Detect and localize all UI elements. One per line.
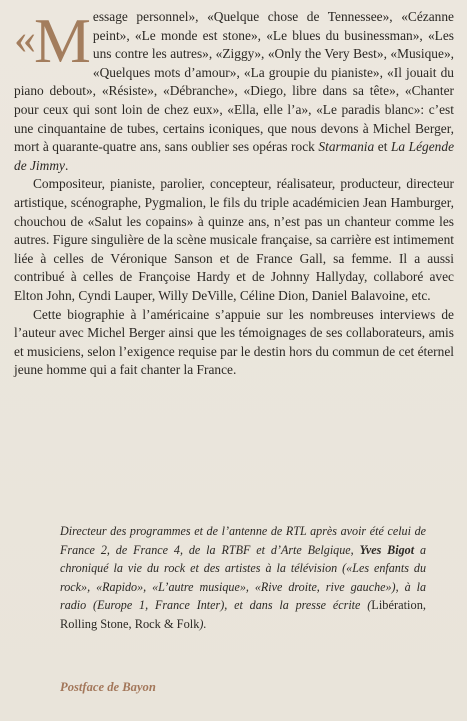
- author-bio: [60, 522, 426, 634]
- drop-cap: [14, 5, 91, 76]
- title-starmania: Starmania: [318, 139, 375, 155]
- blurb-paragraph-1: [14, 5, 455, 175]
- drop-cap-letter: M: [34, 5, 91, 76]
- title-legende-de-jimmy: La Légende de Jimmy: [14, 139, 455, 173]
- period: .: [64, 157, 69, 173]
- author-bio-end: ).: [199, 616, 207, 631]
- press-titles: Libération, Rolling Stone, Rock & Folk: [60, 598, 426, 631]
- author-bio-intro: Directeur des programmes et de l’antenne de RTL après avoir été celui de France 2, de France 4, de la RTBF et d’Arte Belgique,: [60, 524, 426, 557]
- blurb-paragraph-2: Compositeur, pianiste, parolier, concepteur, réalisateur, producteur, directeur artistique, scénographe, Pygmalion, le fils du triple académicien Jean Hamburger, chouchou de «Salut les copains» à quinze ans, n’est pas un chanteur comme les autres. Figure singulière de la scène musicale française, sa carrière est intimement liée à celles de Véronique Sanson et de France Gall, sa femme. Il a aussi contribué à celles de Françoise Hardy et de Johnny Hallyday, collaboré avec Elton John, Cyndi Lauper, Willy DeVille, Céline Dion, Daniel Balavoine, etc.: [14, 176, 454, 303]
- author-bio-body: a chroniqué la vie du rock et des artistes à la télévision («Les enfants du rock», «Rapido», «L’autre musique», «Rive droite, rive gauche»), à la radio (Europe 1, France Inter), et dans la presse écrite (: [60, 542, 427, 613]
- author-bio-text: [60, 522, 426, 634]
- drop-cap-guillemet: «: [14, 14, 34, 63]
- postface-credit: Postface de Bayon: [60, 680, 156, 694]
- blurb: [14, 5, 455, 380]
- blurb-paragraph-3: Cette biographie à l’américaine s’appuie sur les nombreuses interviews de l’auteur avec Michel Berger ainsi que les témoignages de ses collaborateurs, amis et musiciens, selon l’exigence requise par le destin hors du commun de cet éternel jeune homme qui a fait chanter la France.: [14, 306, 454, 378]
- conjunction: et: [374, 139, 391, 155]
- blurb-paragraph-1-text: essage personnel», «Quelque chose de Tennessee», «Cézanne peint», «Le monde est stone», «Le blues du businessman», «Les uns contre les autres», «Ziggy», «Only the Very Best», «Musique», «Quelques mots d’amour», «La groupie du pianiste», «Il jouait du piano debout», «Résiste», «Débranche», «Diego, libre dans sa tête», «Chanter pour ceux qui sont loin de chez eux», «Ella, elle l’a», «Le paradis blanc»: c’est une cinquantaine de tubes, certains iconiques, que nous devons à Michel Berger, mort à quarante-quatre ans, sans oublier ses opéras rock: [14, 9, 454, 155]
- author-name: Yves Bigot: [359, 542, 415, 557]
